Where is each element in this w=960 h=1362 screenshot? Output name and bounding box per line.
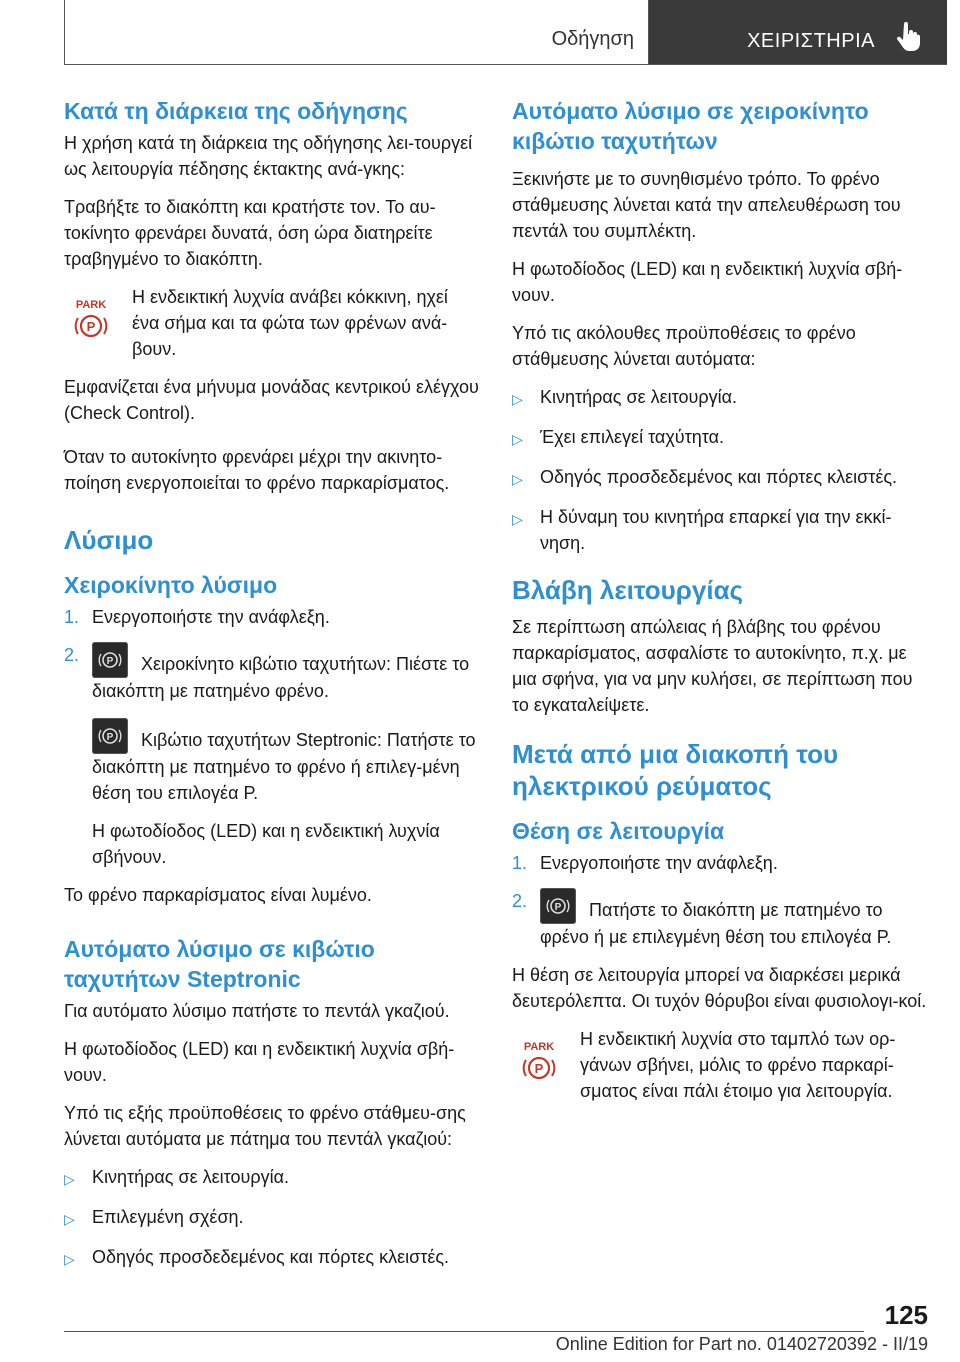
svg-text:P: P (106, 732, 114, 743)
indicator-note (512, 1026, 932, 1104)
svg-text:P: P (534, 1061, 544, 1076)
step-text: Ενεργοποιήστε την ανάφλεξη. (92, 607, 330, 627)
step-number: 2. (512, 891, 528, 911)
paragraph: Τραβήξτε το διακόπτη και κρατήστε τον. Το αυ-τοκίνητο φρενάρει δυνατά, όση ώρα διατηρείτε τραβηγμένο το διακόπτη. (64, 197, 436, 269)
hand-pointer-icon (895, 22, 921, 52)
triangle-bullet-icon: ▷ (64, 1211, 75, 1227)
heading-operation: Θέση σε λειτουργία (512, 818, 725, 844)
paragraph: Εμφανίζεται ένα μήνυμα μονάδας κεντρικού ελέγχου (Check Control). (64, 377, 479, 423)
step-number: 2. (64, 645, 80, 665)
list-item: ▷ Κινητήρας σε λειτουργία. (64, 1164, 480, 1190)
list-item: ▷ Οδηγός προσδεδεμένος και πόρτες κλειστές. (512, 464, 932, 490)
heading-malfunction: Βλάβη λειτουργίας (512, 575, 744, 605)
paragraph: Η φωτοδίοδος (LED) και η ενδεικτική λυχνία σβή-νουν. (64, 1039, 455, 1085)
step-item (512, 850, 932, 876)
header-tab[interactable] (649, 0, 947, 64)
step-number: 1. (512, 853, 528, 873)
svg-text:P: P (106, 656, 114, 667)
paragraph: Η θέση σε λειτουργία μπορεί να διαρκέσει μερικά δευτερόλεπτα. Οι τυχόν θόρυβοι είναι φυσιολογι-κοί. (512, 965, 927, 1011)
paragraph: Η ενδεικτική λυχνία στο ταμπλό των ορ-γάνων σβήνει, μόλις το φρένο παρκαρί-σματος είναι πάλι έτοιμο για λειτουργία. (580, 1029, 896, 1101)
svg-text:PARK: PARK (523, 1041, 555, 1053)
paragraph: Όταν το αυτοκίνητο φρενάρει μέχρι την ακινητο-ποίηση ενεργοποιείται το φρένο παρκαρίσματος. (64, 447, 450, 493)
step-text: Πατήστε το διακόπτη με πατημένο το φρένο ή με επιλεγμένη θέση του επιλογέα P. (540, 900, 892, 947)
triangle-bullet-icon: ▷ (64, 1171, 75, 1187)
paragraph: Η χρήση κατά τη διάρκεια της οδήγησης λει-τουργεί ως λειτουργία πέδησης έκτακτης ανά-γκης: (64, 133, 473, 179)
heading-auto-release-manual: Αυτόματο λύσιμο σε χειροκίνητο κιβώτιο ταχυτήτων (512, 98, 869, 154)
triangle-bullet-icon: ▷ (512, 471, 523, 487)
paragraph: Υπό τις ακόλουθες προϋποθέσεις το φρένο στάθμευσης λύνεται αυτόματα: (512, 323, 856, 369)
step-number: 1. (64, 607, 80, 627)
page-number: 125 (884, 1300, 928, 1330)
parking-brake-switch-icon (92, 718, 128, 754)
paragraph: Σε περίπτωση απώλειας ή βλάβης του φρένου παρκαρίσματος, ασφαλίστε το αυτοκίνητο, π.χ. με μια σφήνα, για να μην κυλήσει, σε περίπτωση που το εγκαταλείψετε. (512, 617, 913, 715)
svg-text:PARK: PARK (75, 299, 107, 311)
heading-auto-release-steptronic: Αυτόματο λύσιμο σε κιβώτιο ταχυτήτων Steptronic (64, 936, 375, 992)
header-section-label: Οδήγηση (551, 28, 634, 50)
heading-release: Λύσιμο (64, 525, 154, 555)
parking-brake-switch-icon (540, 888, 576, 924)
right-column (512, 96, 932, 1116)
header-tab-label: ΧΕΙΡΙΣΤΗΡΙΑ (747, 30, 875, 52)
paragraph: Η ενδεικτική λυχνία ανάβει κόκκινη, ηχεί ένα σήμα και τα φώτα των φρένων ανά-βουν. (132, 287, 448, 359)
triangle-bullet-icon: ▷ (512, 511, 523, 527)
step-item (64, 642, 480, 870)
paragraph: Υπό τις εξής προϋποθέσεις το φρένο στάθμευ-σης λύνεται αυτόματα με πάτημα του πεντάλ γκαζιού: (64, 1103, 466, 1149)
list-item: ▷ Οδηγός προσδεδεμένος και πόρτες κλειστές. (64, 1244, 480, 1270)
triangle-bullet-icon: ▷ (512, 431, 523, 447)
park-brake-icon (520, 1038, 558, 1082)
paragraph: Η φωτοδίοδος (LED) και η ενδεικτική λυχνία σβή-νουν. (512, 259, 903, 305)
step-subtext: P Κιβώτιο ταχυτήτων Steptronic: Πατήστε το διακόπτη με πατημένο το φρένο ή επιλεγ-μένη θέση του επιλογέα P. (92, 718, 480, 806)
svg-text:P: P (554, 902, 562, 913)
step-subtext: Η φωτοδίοδος (LED) και η ενδεικτική λυχνία σβήνουν. (92, 821, 440, 867)
parking-brake-switch-icon (92, 642, 128, 678)
list-item: ▷ Έχει επιλεγεί ταχύτητα. (512, 424, 932, 450)
list-item: ▷ Η δύναμη του κινητήρα επαρκεί για την εκκί-νηση. (512, 507, 892, 553)
paragraph: Ξεκινήστε με το συνηθισμένο τρόπο. Το φρένο στάθμευσης λύνεται κατά την απελευθέρωση του πεντάλ του συμπλέκτη. (512, 169, 901, 241)
conditions-list (512, 384, 932, 556)
page-header (64, 0, 947, 65)
footer-divider (64, 1331, 864, 1332)
footer-edition: Online Edition for Part no. 01402720392 - II/19 (555, 1334, 928, 1354)
left-column (64, 96, 480, 1284)
step-item (64, 604, 480, 630)
triangle-bullet-icon: ▷ (64, 1251, 75, 1267)
heading-during-driving: Κατά τη διάρκεια της οδήγησης (64, 98, 408, 124)
step-text: Ενεργοποιήστε την ανάφλεξη. (540, 853, 778, 873)
steps-list (64, 604, 480, 870)
triangle-bullet-icon: ▷ (512, 391, 523, 407)
svg-text:P: P (86, 319, 96, 334)
step-text: Χειροκίνητο κιβώτιο ταχυτήτων: Πιέστε το διακόπτη με πατημένο φρένο. (92, 654, 470, 701)
list-item: ▷ Επιλεγμένη σχέση. (64, 1204, 480, 1230)
heading-manual-release: Χειροκίνητο λύσιμο (64, 572, 278, 598)
paragraph: Το φρένο παρκαρίσματος είναι λυμένο. (64, 885, 372, 905)
indicator-note (64, 284, 480, 362)
header-section (65, 0, 649, 64)
paragraph: Για αυτόματο λύσιμο πατήστε το πεντάλ γκαζιού. (64, 1001, 450, 1021)
steps-list (512, 850, 932, 950)
step-item (512, 888, 932, 950)
park-brake-icon (72, 296, 110, 340)
conditions-list (64, 1164, 480, 1270)
list-item: ▷ Κινητήρας σε λειτουργία. (512, 384, 932, 410)
heading-after-power-interruption: Μετά από μια διακοπή του ηλεκτρικού ρεύματος (512, 739, 839, 801)
